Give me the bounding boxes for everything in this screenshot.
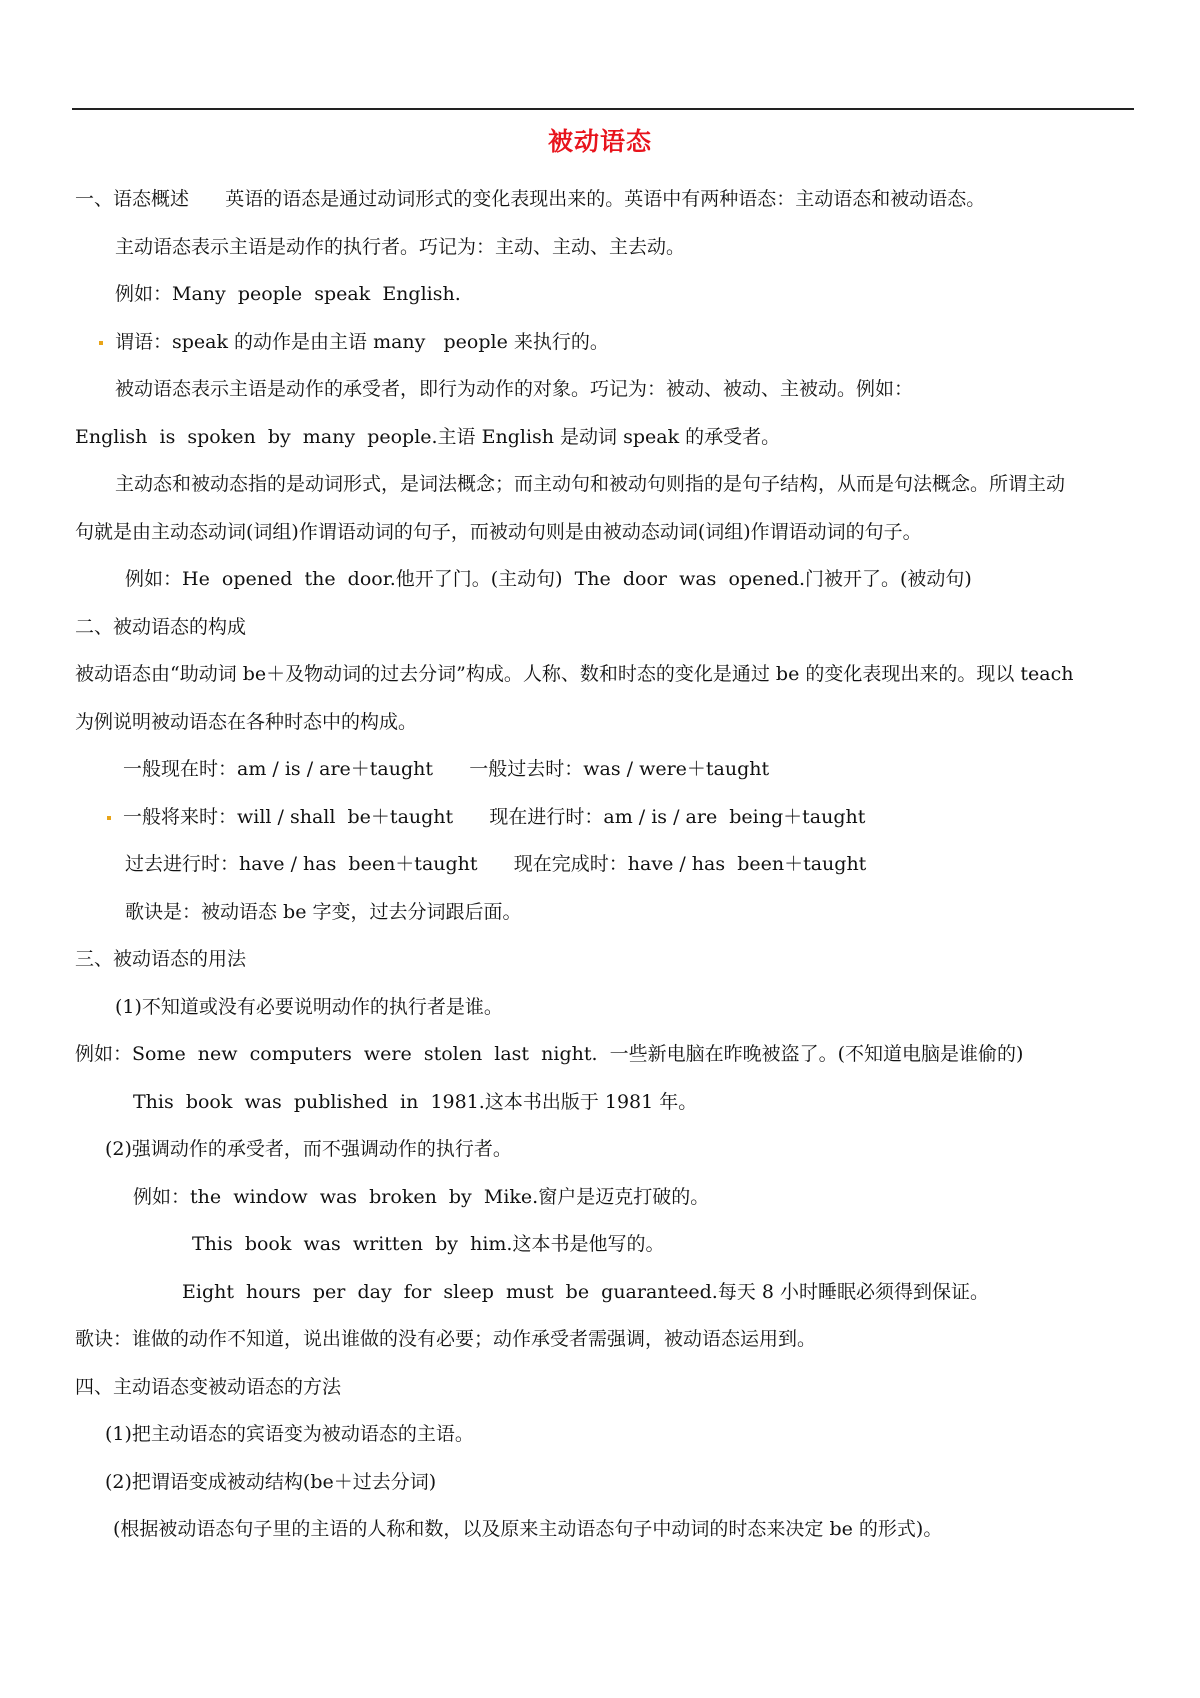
- text-line: [75, 1506, 1135, 1554]
- text-line: [75, 651, 1135, 699]
- text-line: [75, 984, 1135, 1032]
- text-line: [75, 176, 1135, 224]
- text-line: [75, 319, 1135, 367]
- text-line: [75, 224, 1135, 272]
- text-line: [75, 604, 1135, 652]
- text-line: [75, 1079, 1135, 1127]
- text-line-content: 句就是由主动态动词(词组)作谓语动词的句子，而被动句则是由被动态动词(词组)作谓语动词的句子。: [75, 520, 922, 543]
- text-line-content: 例如：He opened the door.他开了门。(主动句) The door was opened.门被开了。(被动句): [125, 568, 972, 590]
- text-line-content: 一、语态概述 英语的语态是通过动词形式的变化表现出来的。英语中有两种语态：主动语态和被动语态。: [75, 188, 986, 210]
- text-line-content: 四、主动语态变被动语态的方法: [75, 1375, 342, 1398]
- text-line: [75, 556, 1135, 604]
- text-line: [75, 366, 1135, 414]
- text-line: [75, 1126, 1135, 1174]
- text-line-content: Eight hours per day for sleep must be guaranteed.每天 8 小时睡眠必须得到保证。: [182, 1280, 990, 1303]
- text-line-content: This book was written by him.这本书是他写的。: [192, 1233, 665, 1255]
- header-rule: [72, 108, 1134, 110]
- text-line-content: (1)把主动语态的宾语变为被动语态的主语。: [105, 1423, 474, 1445]
- text-line-content: (2)强调动作的承受者，而不强调动作的执行者。: [105, 1138, 512, 1160]
- text-line-content: 例如：the window was broken by Mike.窗户是迈克打破的。: [133, 1185, 710, 1208]
- text-line-content: 谓语：speak 的动作是由主语 many people 来执行的。: [115, 330, 609, 353]
- text-line-content: This book was published in 1981.这本书出版于 1981 年。: [133, 1090, 698, 1113]
- text-line-content: (1)不知道或没有必要说明动作的执行者是谁。: [115, 995, 503, 1018]
- text-line-content: 例如：Many people speak English.: [115, 283, 461, 305]
- text-line-content: 过去进行时：have / has been＋taught 现在完成时：have / has been＋taught: [125, 853, 867, 875]
- text-line: [75, 1364, 1135, 1412]
- bullet-dot-icon: [107, 816, 111, 820]
- text-line-content: 一般现在时：am / is / are＋taught 一般过去时：was / were＋taught: [123, 758, 770, 780]
- text-line: [75, 699, 1135, 747]
- text-line: [75, 746, 1135, 794]
- text-line-content: 被动语态表示主语是动作的承受者，即行为动作的对象。巧记为：被动、被动、主被动。例如：: [115, 378, 914, 400]
- text-line: [75, 936, 1135, 984]
- document-body: [75, 176, 1135, 1554]
- text-line: [75, 271, 1135, 319]
- text-line-content: 歌诀是：被动语态 be 字变，过去分词跟后面。: [125, 900, 522, 923]
- text-line: [75, 461, 1135, 509]
- text-line: [75, 841, 1135, 889]
- text-line-content: 为例说明被动语态在各种时态中的构成。: [75, 710, 418, 733]
- text-line: [75, 1459, 1135, 1507]
- text-line: [75, 889, 1135, 937]
- text-line: [75, 794, 1135, 842]
- text-line: [75, 414, 1135, 462]
- text-line-content: (根据被动语态句子里的主语的人称和数，以及原来主动语态句子中动词的时态来决定 be 的形式)。: [113, 1518, 943, 1540]
- text-line-content: English is spoken by many people.主语 English 是动词 speak 的承受者。: [75, 425, 781, 448]
- text-line: [75, 1174, 1135, 1222]
- text-line-content: (2)把谓语变成被动结构(be＋过去分词): [105, 1470, 437, 1493]
- text-line-content: 主动态和被动态指的是动词形式，是词法概念；而主动句和被动句则指的是句子结构，从而是句法概念。所谓主动: [115, 473, 1066, 495]
- text-line-content: 二、被动语态的构成: [75, 615, 247, 638]
- text-line: [75, 509, 1135, 557]
- text-line-content: 主动语态表示主语是动作的执行者。巧记为：主动、主动、主去动。: [115, 235, 686, 258]
- text-line: [75, 1316, 1135, 1364]
- text-line: [75, 1269, 1135, 1317]
- text-line-content: 歌诀：谁做的动作不知道，说出谁做的没有必要；动作承受者需强调，被动语态运用到。: [75, 1328, 817, 1350]
- bullet-dot-icon: [99, 341, 103, 345]
- text-line-content: 例如：Some new computers were stolen last night. 一些新电脑在昨晚被盗了。(不知道电脑是谁偷的): [75, 1043, 1024, 1065]
- page-title: 被动语态: [547, 127, 652, 156]
- text-line-content: 一般将来时：will / shall be＋taught 现在进行时：am / is / are being＋taught: [123, 805, 866, 828]
- text-line: [75, 1221, 1135, 1269]
- text-line: [75, 1411, 1135, 1459]
- text-line: [75, 1031, 1135, 1079]
- text-line-content: 三、被动语态的用法: [75, 948, 247, 970]
- text-line-content: 被动语态由“助动词 be＋及物动词的过去分词”构成。人称、数和时态的变化是通过 be 的变化表现出来的。现以 teach: [75, 663, 1074, 685]
